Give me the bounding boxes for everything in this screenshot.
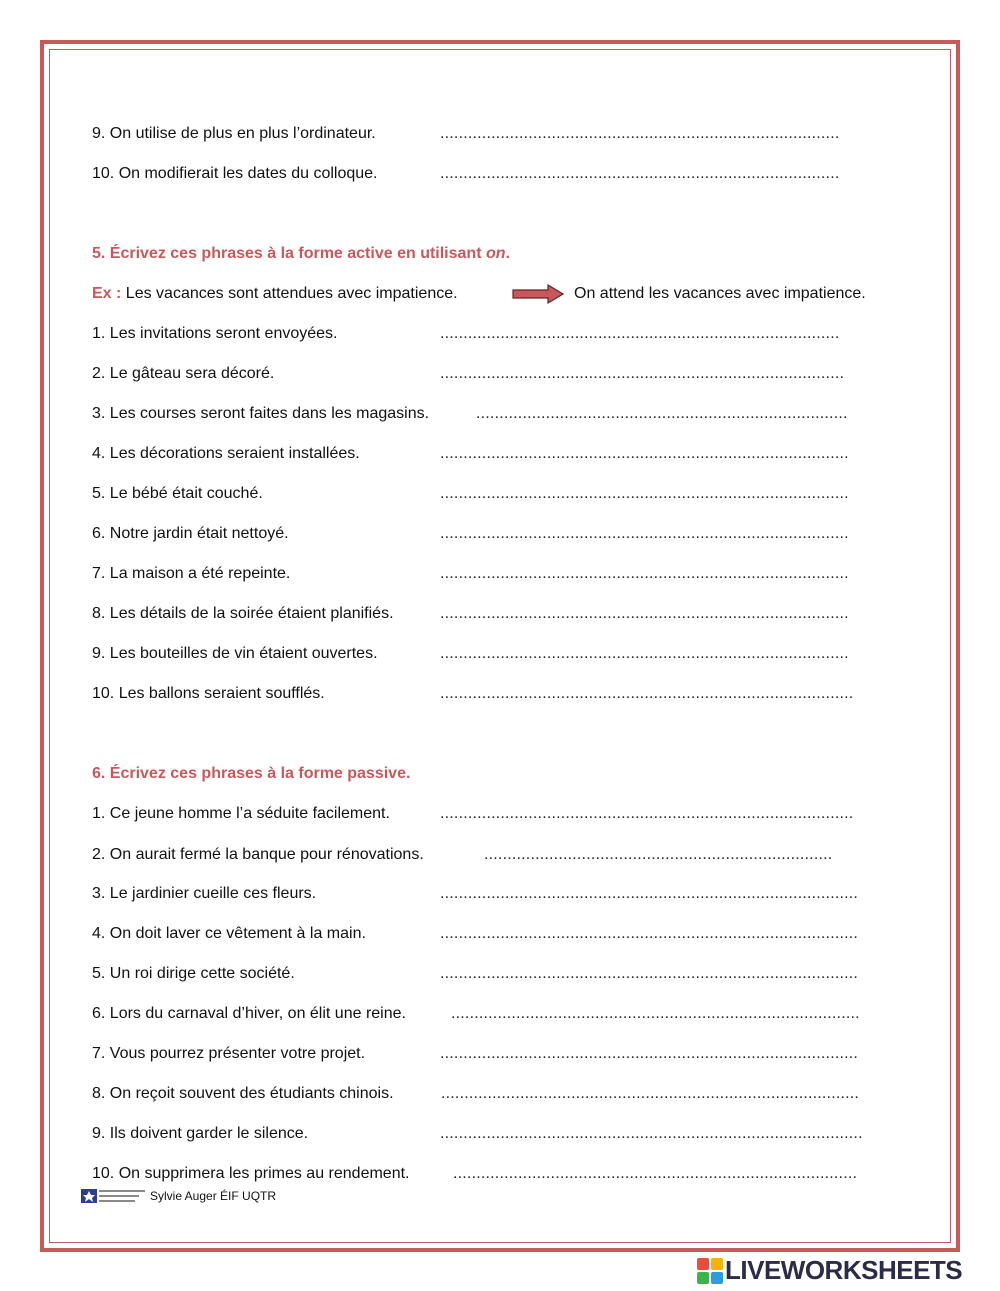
liveworksheets-brand: LIVEWORKSHEETS bbox=[725, 1255, 963, 1285]
answer-blank[interactable]: ........................................................................................ bbox=[440, 605, 849, 622]
answer-blank[interactable]: ........................................................................................ bbox=[440, 525, 849, 542]
exercise-prompt: 6. Notre jardin était nettoyé. bbox=[92, 525, 289, 542]
example-label: Ex : bbox=[92, 285, 122, 302]
arrow-right-icon bbox=[512, 284, 564, 304]
exercise-prompt: 3. Le jardinier cueille ces fleurs. bbox=[92, 885, 317, 902]
section-5-heading: 5. Écrivez ces phrases à la forme active en utilisant on. bbox=[92, 245, 510, 262]
exercise-prompt: 10. On supprimera les primes au rendement. bbox=[92, 1165, 410, 1182]
exercise-prompt: 7. La maison a été repeinte. bbox=[92, 565, 291, 582]
answer-blank[interactable]: ........................................................................................ bbox=[440, 485, 849, 502]
answer-blank[interactable]: ......................................................................................... bbox=[440, 805, 854, 822]
exercise-prompt: 9. Les bouteilles de vin étaient ouvertes. bbox=[92, 645, 378, 662]
answer-blank[interactable]: .......................................................................................... bbox=[441, 1085, 860, 1102]
exercise-prompt: 8. On reçoit souvent des étudiants chinois. bbox=[92, 1085, 394, 1102]
exercise-prompt: 4. On doit laver ce vêtement à la main. bbox=[92, 925, 366, 942]
answer-blank[interactable]: ........................................................................................ bbox=[440, 445, 849, 462]
exercise-prompt: 9. On utilise de plus en plus l’ordinateur. bbox=[92, 125, 376, 142]
footer-credit: Sylvie Auger ÉIF UQTR bbox=[150, 1189, 277, 1203]
exercise-prompt: 2. On aurait fermé la banque pour rénovations. bbox=[92, 846, 424, 863]
section-6-heading: 6. Écrivez ces phrases à la forme passive. bbox=[92, 765, 411, 782]
exercise-prompt: 1. Les invitations seront envoyées. bbox=[92, 325, 338, 342]
answer-blank[interactable]: .......................................................................................... bbox=[440, 1045, 859, 1062]
exercise-prompt: 1. Ce jeune homme l’a séduite facilement. bbox=[92, 805, 390, 822]
answer-blank[interactable]: ......................................................................................... bbox=[440, 685, 854, 702]
answer-blank[interactable]: ........................................................................... bbox=[484, 846, 833, 863]
answer-blank[interactable]: ........................................................................................ bbox=[440, 565, 849, 582]
example-answer: On attend les vacances avec impatience. bbox=[574, 285, 866, 302]
example-sentence: Les vacances sont attendues avec impatience. bbox=[125, 285, 458, 302]
exercise-prompt: 4. Les décorations seraient installées. bbox=[92, 445, 360, 462]
answer-blank[interactable]: ...................................................................................... bbox=[440, 325, 840, 342]
answer-blank[interactable]: ........................................................................................ bbox=[451, 1005, 860, 1022]
answer-blank[interactable]: ...................................................................................... bbox=[440, 125, 840, 142]
answer-blank[interactable]: ................................................................................ bbox=[476, 405, 848, 422]
exercise-prompt: 6. Lors du carnaval d’hiver, on élit une reine. bbox=[92, 1005, 406, 1022]
exercise-prompt: 5. Le bébé était couché. bbox=[92, 485, 263, 502]
exercise-prompt: 3. Les courses seront faites dans les magasins. bbox=[92, 405, 430, 422]
answer-blank[interactable]: ....................................................................................... bbox=[453, 1165, 858, 1182]
answer-blank[interactable]: .......................................................................................... bbox=[440, 885, 859, 902]
exercise-prompt: 2. Le gâteau sera décoré. bbox=[92, 365, 275, 382]
answer-blank[interactable]: .......................................................................................... bbox=[440, 965, 859, 982]
answer-blank[interactable]: ...................................................................................... bbox=[440, 165, 840, 182]
school-logo-icon bbox=[80, 1186, 148, 1206]
exercise-prompt: 10. Les ballons seraient soufflés. bbox=[92, 685, 325, 702]
answer-blank[interactable]: ....................................................................................... bbox=[440, 365, 845, 382]
exercise-prompt: 5. Un roi dirige cette société. bbox=[92, 965, 295, 982]
exercise-prompt: 8. Les détails de la soirée étaient planifiés. bbox=[92, 605, 394, 622]
exercise-prompt: 10. On modifierait les dates du colloque. bbox=[92, 165, 378, 182]
liveworksheets-logo-icon bbox=[697, 1258, 723, 1284]
answer-blank[interactable]: .......................................................................................... bbox=[440, 925, 859, 942]
exercise-prompt: 9. Ils doivent garder le silence. bbox=[92, 1125, 309, 1142]
answer-blank[interactable]: ........................................................................................... bbox=[440, 1125, 863, 1142]
answer-blank[interactable]: ........................................................................................ bbox=[440, 645, 849, 662]
exercise-prompt: 7. Vous pourrez présenter votre projet. bbox=[92, 1045, 366, 1062]
